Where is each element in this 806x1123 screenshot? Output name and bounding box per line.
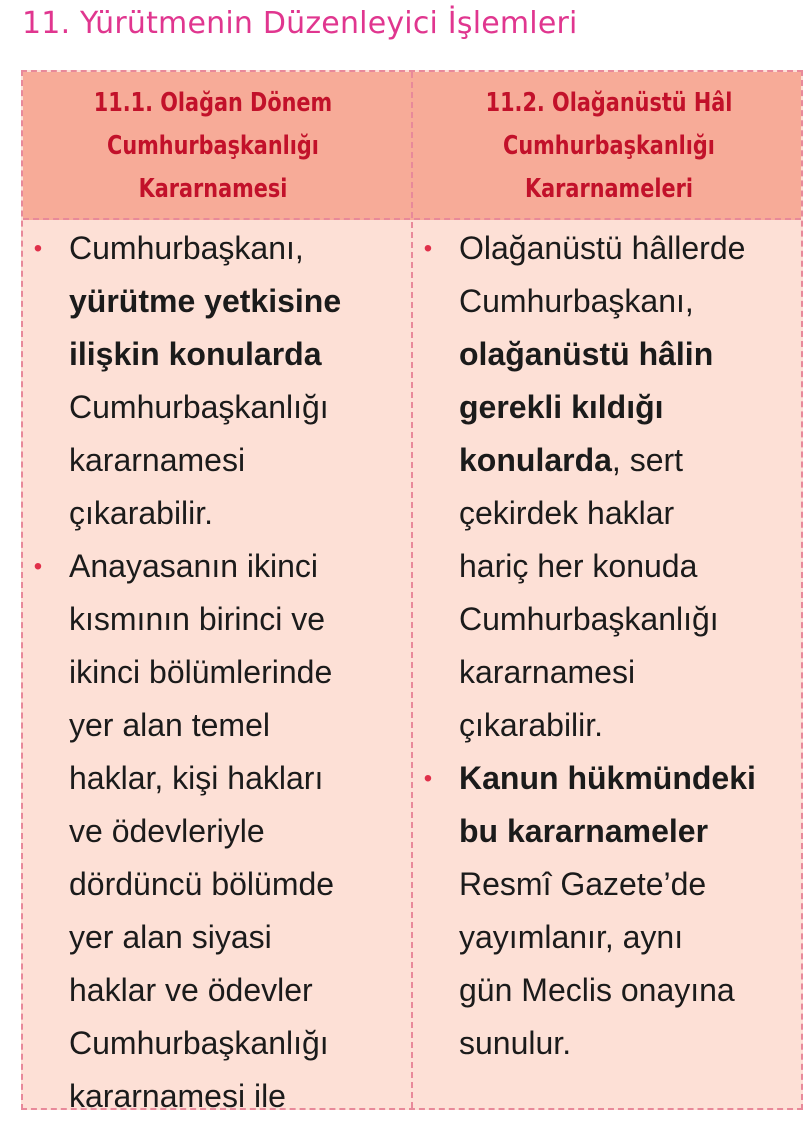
bullet-icon: •: [423, 765, 433, 792]
header-state-of-emergency: 11.2. Olağanüstü Hâl Cumhurbaşkanlığı Kararnameleri: [485, 88, 733, 204]
header-ordinary-period: 11.1. Olağan Dönem Cumhurbaşkanlığı Kararnamesi: [93, 88, 333, 204]
bullet-icon: •: [423, 235, 433, 262]
page-title: 11. Yürütmenin Düzenleyici İşlemleri: [22, 6, 578, 41]
list-item: • Kanun hükmündeki bu kararnameler Resmî Gazete’de yayımlanır, aynı gün Meclis onayına sunulur.: [421, 752, 803, 1070]
list-item: • Cumhurbaşkanı, yürütme yetkisine ilişkin konularda Cumhurbaşkanlığı kararnamesi çıkarabilir.: [31, 222, 411, 540]
mixed-line: konularda, sert: [459, 442, 684, 478]
list-item: • Olağanüstü hâllerde Cumhurbaşkanı, olağanüstü hâlin gerekli kıldığı konularda, sert çekirdek haklar hariç her konuda Cumhurbaşkanlığı kararnamesi çıkarabilir.: [421, 222, 803, 752]
list-item: • Anayasanın ikinci kısmının birinci ve ikinci bölümlerinde yer alan temel haklar, kişi hakları ve ödevleriyle dördüncü bölümde yer alan siyasi haklar ve ödevler Cumhurbaşkanlığı kararnamesi ile: [31, 540, 411, 1123]
bullet-icon: •: [33, 235, 43, 262]
bullet-icon: •: [33, 553, 43, 580]
comparison-table: [21, 70, 803, 1114]
left-column: [31, 222, 411, 1123]
column-divider: [411, 72, 413, 1108]
right-column: [421, 222, 803, 1070]
